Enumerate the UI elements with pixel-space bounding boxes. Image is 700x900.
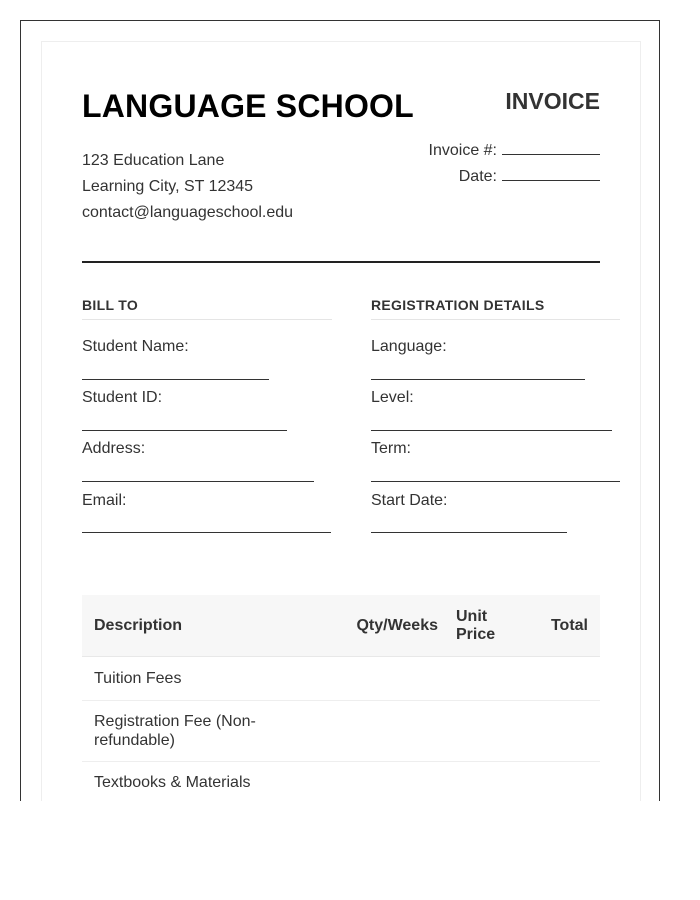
row-qty[interactable] <box>338 762 444 803</box>
table-header-row <box>82 595 600 657</box>
bill-to-heading: BILL TO <box>82 297 332 320</box>
row-unit-price[interactable] <box>444 762 526 803</box>
table-row <box>82 762 600 803</box>
invoice-date-row <box>459 166 600 186</box>
invoice-date-field[interactable] <box>502 166 600 181</box>
row-total <box>526 657 600 701</box>
address-label: Address: <box>82 440 146 457</box>
row-total <box>526 762 600 803</box>
start-date-label: Start Date: <box>371 492 448 509</box>
student-name-field[interactable] <box>82 379 269 380</box>
registration-heading: REGISTRATION DETAILS <box>371 297 620 320</box>
row-description: Tuition Fees <box>82 657 338 701</box>
invoice-date-label: Date: <box>458 168 497 185</box>
level-label: Level: <box>371 389 414 406</box>
col-header-qty: Qty/Weeks <box>338 595 444 657</box>
language-field[interactable] <box>371 379 585 380</box>
col-header-description: Description <box>82 595 338 657</box>
header-divider <box>82 261 600 263</box>
student-name-label: Student Name: <box>82 338 189 355</box>
term-field[interactable] <box>371 481 620 482</box>
row-unit-price[interactable] <box>444 657 526 701</box>
col-header-unit-price: Unit Price <box>444 595 526 657</box>
row-qty[interactable] <box>338 657 444 701</box>
row-unit-price[interactable] <box>444 701 526 762</box>
school-address-line2: Learning City, ST 12345 <box>82 178 254 195</box>
invoice-number-row <box>429 140 600 160</box>
col-header-total: Total <box>526 595 600 657</box>
level-field[interactable] <box>371 430 612 431</box>
invoice-number-label: Invoice #: <box>428 142 497 159</box>
student-id-label: Student ID: <box>82 389 163 406</box>
invoice-title: INVOICE <box>505 88 600 114</box>
row-description: Textbooks & Materials <box>94 773 251 791</box>
start-date-field[interactable] <box>371 532 567 533</box>
table-row <box>82 701 600 762</box>
address-field[interactable] <box>82 481 314 482</box>
email-field[interactable] <box>82 532 331 533</box>
row-total <box>526 701 600 762</box>
line-items-table <box>82 595 600 802</box>
row-description: Registration Fee (Non-refundable) <box>82 701 338 762</box>
term-label: Term: <box>371 440 411 457</box>
school-address-line1: 123 Education Lane <box>82 152 225 169</box>
student-id-field[interactable] <box>82 430 287 431</box>
school-email: contact@languageschool.edu <box>82 204 294 221</box>
school-name: LANGUAGE SCHOOL <box>82 88 414 124</box>
email-label: Email: <box>82 492 127 509</box>
language-label: Language: <box>371 338 447 355</box>
invoice-number-field[interactable] <box>502 140 600 155</box>
row-qty[interactable] <box>338 701 444 762</box>
table-row <box>82 657 600 701</box>
